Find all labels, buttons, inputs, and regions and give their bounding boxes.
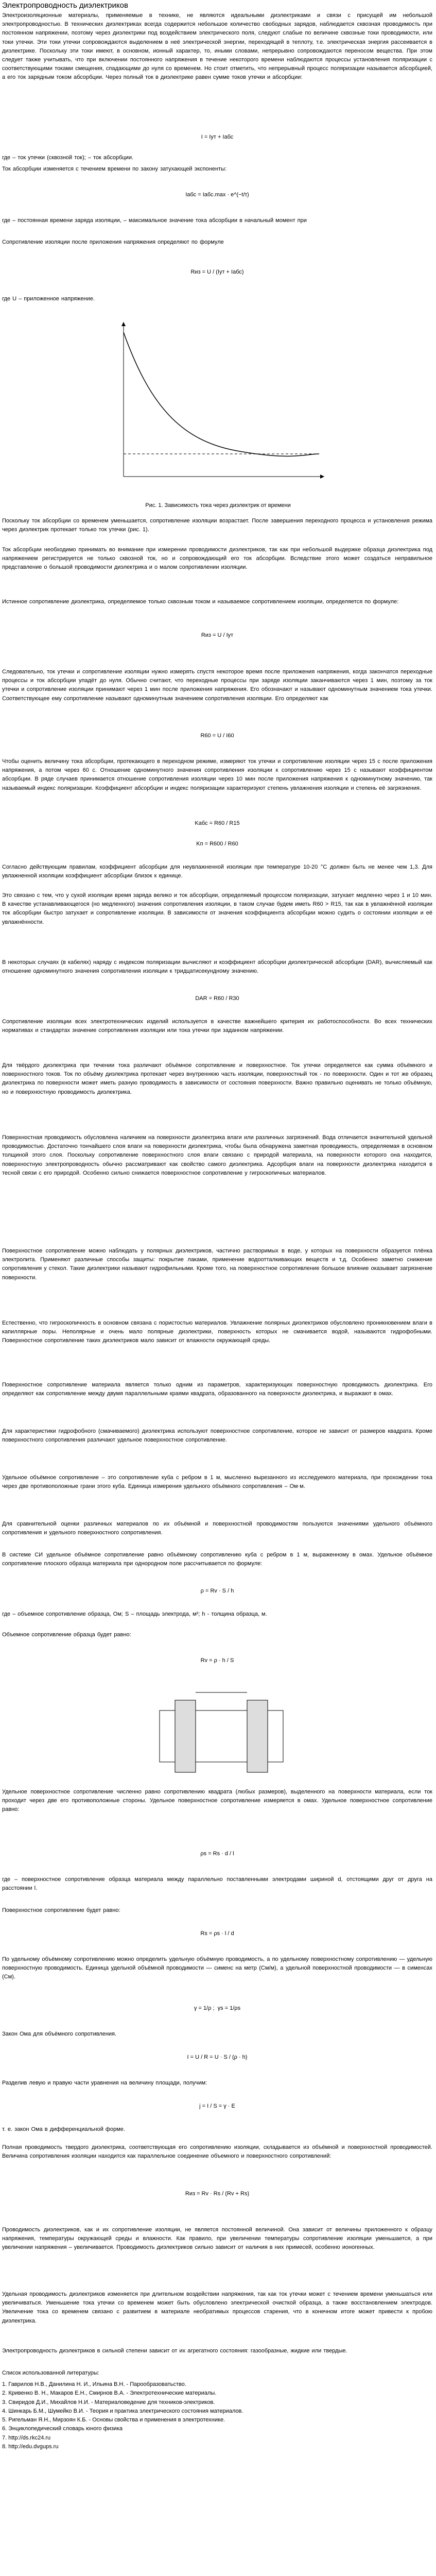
- reference-item: 5. Ригельман Я.Н., Мирзоян К.Б. - Основы свойства и применения в электротехнике.: [2, 2417, 225, 2424]
- formula: I = Iут + Iабс: [201, 134, 234, 140]
- paragraph: По удельному объёмному сопротивлению можно определить удельную объёмную проводимость, а по удельному поверхностному сопротивлению — удельную поверхностную проводимость. Единица удельной объёмной проводимости — сименс на метр (См/м), а удельной поверхностной проводимости — в сименсах (См).: [2, 1956, 432, 1980]
- paragraph: Естественно, что гигроскопичность в основном связана с пористостью материалов. Увлажнение полярных диэлектриков обусловлено проникновением влаги в капиллярные поры. Неполярные и очень мало полярные диэлектрики, поверхность которых не смачивается водой, называются гидрофобными. Поверхностное сопротивление таких диэлектриков мало зависит от влажности окружающей среды.: [2, 1320, 432, 1344]
- paragraph: В некоторых случаях (в кабелях) наряду с индексом поляризации вычисляют и коэффициент абсорбции диэлектрической абсорбции (DAR), вычисляемый как отношение одноминутного значения сопротивления изоляции к тридцатисекундному значению.: [2, 959, 432, 975]
- paragraph: Ток абсорбции необходимо принимать во внимание при измерении проводимости диэлектриков, так как при небольшой выдержке образца диэлектрика под напряжением регистрируется не только сквозной ток, но и сопровождающий его ток абсорбции. Вследствие этого может создаться неправильное представление о большой проводимости диэлектрика и о малом сопротивлении изоляции.: [2, 547, 432, 571]
- paragraph: Объемное сопротивление образца будет равно:: [2, 1632, 131, 1638]
- paragraph: Удельная проводимость диэлектриков изменяется при длительном воздействии напряжения, так как ток утечки может с течением времени уменьшаться или увеличиваться. Уменьшение тока утечки со временем может быть обусловлено электрической очисткой образца, а также восстановлением электродов. Увеличение тока со временем связано с развитием в материале необратимых процессов старения, что в конечном итоге может привести к пробою диэлектрика.: [2, 2291, 432, 2324]
- paragraph: Закон Ома для объёмного сопротивления.: [2, 2031, 117, 2037]
- figure-current-vs-time: [103, 312, 335, 497]
- paragraph: Это связано с тем, что у сухой изоляции время заряда велико и ток абсорбции, определяемый процессом поляризации, затухает медленно через 1 и 10 мин. В качестве устанавливающегося (но медленного) значения сопротивления изоляции, в таком случае будем иметь R60 > R15, так как в увлажнённой изоляции ток абсорбции быстро затухает и сопротивление изоляции. В зависимости от значения коэффициента абсорбции можно судить о состоянии изоляции и её увлажнённости.: [2, 892, 432, 925]
- formula: Rиз = Rv · Rs / (Rv + Rs): [185, 2191, 250, 2197]
- formula: ρs = Rs · d / l: [200, 1851, 234, 1857]
- paragraph: Поверхностное сопротивление можно наблюдать у полярных диэлектриков, частично растворимых в воде, у которых на поверхности образуется плёнка электролита. Применяют различные способы защиты: покрытие лаками, применение водоотталкивающих веществ и т.д. Особенно заметно снижение сопротивления у стекол. Такие диэлектрики называют гидрофильными. Кроме того, на поверхностное сопротивление большое влияние оказывает загрязнение поверхности.: [2, 1248, 432, 1281]
- total-current-curve: [124, 332, 319, 456]
- formula: Rиз = U / (Iут + Iабс): [190, 269, 244, 275]
- surface-electrodes-diagram: [144, 1680, 299, 1777]
- electrode-left: [175, 1700, 196, 1772]
- paragraph: Чтобы оценить величину тока абсорбции, протекающего в переходном режиме, измеряют ток утечки и сопротивление изоляции через 15 с после приложения напряжения, а потом через 60 с. Отношение одноминутного значения сопротивления изоляции к сопротивлению через 15 с называют коэффициентом абсорбции. В ряде случаев принимается отношение сопротивления изоляции через 10 мин после приложения напряжения к одноминутному значению, так называемый индекс поляризации. Коэффициент абсорбции и индекс поляризации характеризуют степень увлажнения изоляции и степень её загрязнения.: [2, 758, 432, 791]
- paragraph: Следовательно, ток утечки и сопротивление изоляции нужно измерять спустя некоторое время после приложения напряжения, когда закончатся переходные процессы и ток абсорбции упадёт до нуля. Обычно считают, что переходные процессы при заряде изоляции заканчиваются через 1 мин, поэтому за ток утечки и сопротивление изоляции принимают через 1 мин после приложения напряжения. Его обозначают и называют одноминутным значением тока утечки. Соответствующее ему сопротивление называют одноминутным значением сопротивления изоляции. Его определяют как: [2, 669, 432, 702]
- paragraph: Для характеристики гидрофобного (смачиваемого) диэлектрика используют поверхностное сопротивление, которое не зависит от размеров квадрата. Кроме поверхностного сопротивления различают удельное поверхностное сопротивление.: [2, 1428, 432, 1444]
- formula: j = I / S = γ · E: [199, 2103, 235, 2109]
- paragraph: т. е. закон Ома в дифференциальной форме.: [2, 2126, 125, 2132]
- page-title: Электропроводность диэлектриков: [2, 1, 128, 10]
- paragraph: Удельное объёмное сопротивление – это сопротивление куба с ребром в 1 м, мысленно вырезанного из исследуемого материала, при прохождении тока через две противоположные грани этого куба. Единица измерения удельного объёмного сопротивления – Ом·м.: [2, 1475, 432, 1490]
- formula: I = U / R = U · S / (ρ · h): [187, 2054, 248, 2060]
- references-title: Список использованной литературы:: [2, 2370, 99, 2376]
- reference-item[interactable]: 7. http://ds.rkc24.ru: [2, 2434, 51, 2441]
- paragraph: Для сравнительной оценки различных материалов по их объёмной и поверхностной проводимостям пользуются значениями удельного объёмного сопротивления и удельного поверхностного сопротивления.: [2, 1521, 432, 1536]
- formula: ρ = Rv · S / h: [200, 1588, 234, 1594]
- paragraph: Электроизоляционные материалы, применяемые в технике, не являются идеальными диэлектриками и связи с присущей им небольшой электропроводностью. В технических диэлектриках всегда содержится небольшое количество свободных зарядов, наблюдается сквозная проводимость при постоянном напряжении, поэтому через диэлектрики под воздействием электрического поля, следуют слабые по величине сквозные токи проводимости, или токи утечки. Эти токи утечки сопровождаются выделением в неё электрической энергии, переходящей в теплоту, т.е. электрическая энергия рассеивается в диэлектрике. Поскольку эти токи имеют, в основном, ионный характер, то, иными словами, непрерывно сопровождаются переносом вещества. При этом следует также учитывать, что при включении постоянного напряжения в течение некоторого времени наблюдаются процессы установления поляризации с соответствующими токами смещения, спадающими до нуля со временем. Но стоит отметить, что непрерывный процесс поляризации называется абсорбцией, а его ток зарядным током абсорбции. Через полный ток в диэлектрике равен сумме токов утечки и абсорбции:: [2, 12, 432, 81]
- paragraph: где – поверхностное сопротивление образца материала между параллельно поставленными электродами шириной d, отстоящими друг от друга на расстоянии l.: [2, 1876, 432, 1892]
- formula: DAR = R60 / R30: [195, 995, 239, 1002]
- reference-item: 6. Энциклопедический словарь юного физика: [2, 2426, 123, 2432]
- paragraph: Согласно действующим правилам, коэффициент абсорбции для неувлажненной изоляции при температуре 10-20 °С должен быть не менее чем 1,3. Для увлажненной изоляции коэффициент абсорбции близок к единице.: [2, 864, 432, 879]
- paragraph: где – объемное сопротивление образца, Ом; S – площадь электрода, м²; h - толщина образца, м.: [2, 1611, 267, 1617]
- formula: Rv = ρ · h / S: [200, 1657, 234, 1664]
- paragraph: Удельное поверхностное сопротивление численно равно сопротивлению квадрата (любых размеров), выделенного на поверхности материала, если ток проходит через две его противоположные стороны. Удельное поверхностное сопротивление измеряется в омах. Удельное поверхностное сопротивление равно:: [2, 1789, 432, 1813]
- formula: R60 = U / I60: [200, 733, 234, 739]
- paragraph: Поверхностное сопротивление будет равно:: [2, 1907, 120, 1913]
- reference-item: 4. Шинкарь Б.М., Шумейко В.И. - Теория и практика электрического состояния материалов.: [2, 2408, 243, 2414]
- paragraph: Полная проводимость твердого диэлектрика, соответствующая его сопротивлению изоляции, складывается из объёмной и поверхностной проводимостей. Величина сопротивления изоляции находится как параллельное соединение объемного и поверхностного сопротивлений:: [2, 2144, 432, 2160]
- formula: γ = 1/ρ ; γs = 1/ρs: [194, 2005, 241, 2011]
- reference-item: 3. Свиридов Д.И., Михайлов Н.И. - Материаловедение для техников-электриков.: [2, 2399, 215, 2405]
- paragraph: Проводимость диэлектриков, как и их сопротивление изоляции, не является постоянной величиной. Она зависит от величины приложенного к образцу напряжения, температуры окружающей среды и влажности. Как правило, при увеличении температуры сопротивление изоляции уменьшается, а при увеличении напряжения – увеличивается. Проводимость диэлектриков сильно зависит от наличия в них примесей, особенно ионогенных.: [2, 2227, 432, 2251]
- formula: Rs = ρs · l / d: [200, 1930, 234, 1937]
- formula: Kабс = R60 / R15: [195, 820, 240, 826]
- paragraph: В системе СИ удельное объёмное сопротивление равно объёмному сопротивлению куба с ребром в 1 м, выраженному в омах. Удельное объёмное сопротивление плоского образца материала при однородном поле рассчитывается по формуле:: [2, 1552, 432, 1567]
- paragraph: Электропроводность диэлектриков в сильной степени зависит от их агрегатного состояния: газообразные, жидкие или твердые.: [2, 2348, 347, 2354]
- paragraph: где U – приложенное напряжение.: [2, 296, 95, 302]
- formula: Iабс = Iабс.max · e^(−t/τ): [185, 192, 249, 198]
- reference-item: 1. Гаврилов Н.В., Данилина Н. И., Ильина В.Н. - Парообразоватьство.: [2, 2381, 186, 2387]
- reference-item[interactable]: 8. http://edu.dvgups.ru: [2, 2444, 59, 2450]
- y-axis-arrow: [121, 322, 126, 326]
- paragraph: Разделив левую и правую части уравнения на величину площади, получим:: [2, 2080, 207, 2086]
- paragraph: Сопротивление изоляции после приложения напряжения определяют по формуле: [2, 239, 224, 245]
- paragraph: где – постоянная времени заряда изоляции, – максимальное значение тока абсорбции в начальный момент при: [2, 217, 307, 224]
- paragraph: Сопротивление изоляции всех электротехнических изделий используется в качестве важнейшего критерия их работоспособности. Во всех технических нормативах и стандартах значение сопротивления изоляции или тока утечки при заданном напряжении.: [2, 1019, 432, 1034]
- reference-item: 2. Кривенко В. Н., Макаров Е.Н., Смирнов В.А. - Электротехнические материалы.: [2, 2390, 217, 2397]
- formula: Rиз = U / Iут: [201, 632, 234, 638]
- paragraph: Для твёрдого диэлектрика при течении тока различают объёмное сопротивление и поверхностное. Ток утечки определяется как сумма объёмного и поверхностного токов. Ток по объёму диэлектрика протекает через внутреннюю часть изоляции, поверхностный ток - по поверхности. Один и тот же образец диэлектрика по поверхности может иметь разную проводимость в зависимости от состояния поверхности. Важно правильно оценивать не только объёмную, но и поверхностную проводимость диэлектрика.: [2, 1062, 432, 1095]
- paragraph: Ток абсорбции изменяется с течением времени по закону затухающей экспоненты:: [2, 166, 227, 172]
- paragraph: Поверхностное сопротивление материала является только одним из параметров, характеризующих поверхностную проводимость диэлектрика. Его определяют как сопротивление между двумя параллельными краями квадрата, образованного на поверхности диэлектрика, и выражают в омах.: [2, 1382, 432, 1397]
- x-axis-arrow: [320, 474, 324, 479]
- paragraph: Поскольку ток абсорбции со временем уменьшается, сопротивление изоляции возрастает. После завершения переходного процесса и установления режима через диэлектрик протекает только ток утечки (рис. 1).: [2, 518, 432, 533]
- electrode-right: [247, 1700, 268, 1772]
- figure-caption: Рис. 1. Зависимость тока через диэлектрик от времени: [145, 502, 291, 509]
- paragraph: где – ток утечки (сквозной ток); – ток абсорбции.: [2, 155, 134, 161]
- paragraph: Истинное сопротивление диэлектрика, определяемое только сквозным током и называемое сопротивлением изоляции, определяется по формуле:: [2, 599, 399, 605]
- formula: Kп = R600 / R60: [196, 841, 238, 847]
- references-list: [2, 2380, 432, 2451]
- paragraph: Поверхностная проводимость обусловлена наличием на поверхности диэлектрика влаги или различных загрязнений. Вода отличается значительной удельной проводимостью. Достаточно тончайшего слоя влаги на поверхности диэлектрика, чтобы была обнаружена заметная проводимость, определяемая в основном толщиной этого слоя. Поскольку сопротивление поверхностного слоя влаги связано с природой материала, на поверхности которого она находится, поверхностную электропроводность обычно рассматривают как свойство самого диэлектрика. Адсорбция влаги на поверхности диэлектрика находится в тесной связи с его природой. Особенно сильно снижается поверхностное сопротивление у гигроскопичных материалов.: [2, 1134, 432, 1176]
